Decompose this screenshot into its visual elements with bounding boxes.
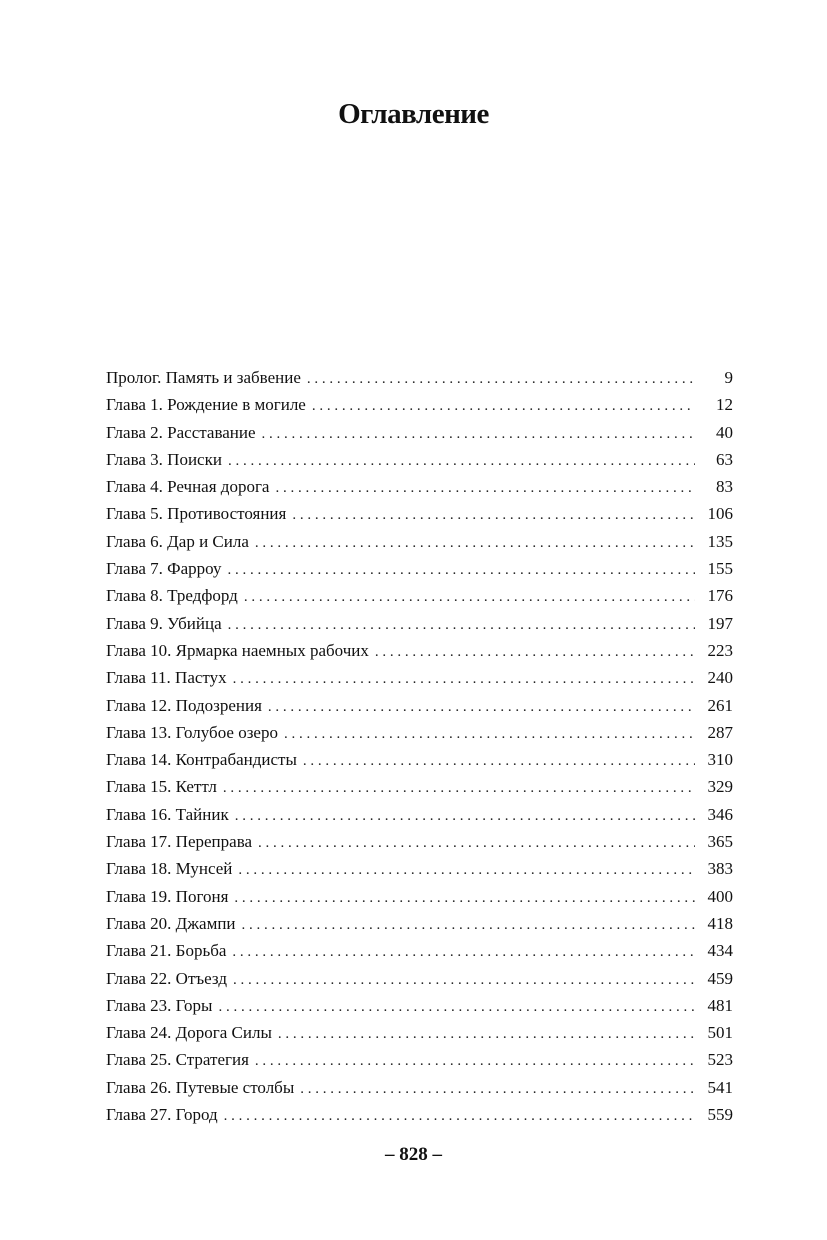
dot-leader [292, 502, 695, 529]
dot-leader [238, 857, 695, 884]
toc-entry-page: 346 [707, 804, 733, 824]
table-of-contents [106, 364, 733, 1128]
dot-leader [258, 830, 695, 857]
toc-entry-label: Глава 27. Город [106, 1105, 218, 1125]
toc-entry-label: Глава 15. Кеттл [106, 777, 217, 797]
dot-leader [242, 912, 695, 939]
dot-leader [262, 421, 695, 448]
toc-entry-page: 12 [716, 395, 733, 415]
toc-entry-label: Глава 1. Рождение в могиле [106, 395, 306, 415]
dot-leader [255, 530, 695, 557]
toc-entry-label: Глава 11. Пастух [106, 668, 227, 688]
toc-entry-label: Глава 25. Стратегия [106, 1050, 249, 1070]
toc-entry-page: 383 [707, 859, 733, 879]
toc-entry [106, 664, 733, 691]
toc-entry-label: Глава 8. Тредфорд [106, 586, 238, 606]
toc-entry [106, 419, 733, 446]
toc-entry [106, 855, 733, 882]
toc-entry [106, 773, 733, 800]
toc-entry-page: 106 [707, 504, 733, 524]
toc-entry [106, 473, 733, 500]
dot-leader [300, 1076, 695, 1103]
toc-entry [106, 610, 733, 637]
dot-leader [228, 612, 695, 639]
dot-leader [278, 1021, 695, 1048]
toc-entry-label: Глава 18. Мунсей [106, 859, 233, 879]
toc-entry-page: 400 [707, 886, 733, 906]
toc-entry [106, 1074, 733, 1101]
toc-entry-page: 434 [707, 941, 733, 961]
toc-entry-label: Глава 5. Противостояния [106, 504, 287, 524]
toc-entry-page: 481 [707, 995, 733, 1015]
toc-entry [106, 883, 733, 910]
toc-entry-page: 197 [707, 613, 733, 633]
toc-entry [106, 582, 733, 609]
dot-leader [312, 393, 695, 420]
toc-entry-page: 223 [707, 640, 733, 660]
dot-leader [275, 475, 695, 502]
toc-entry-page: 83 [716, 477, 733, 497]
toc-entry [106, 801, 733, 828]
dot-leader [284, 721, 695, 748]
toc-entry-page: 523 [707, 1050, 733, 1070]
toc-entry-page: 9 [724, 368, 733, 387]
dot-leader [375, 639, 695, 666]
dot-leader [244, 584, 695, 611]
dot-leader [233, 967, 695, 994]
toc-entry [106, 692, 733, 719]
dot-leader [232, 939, 695, 966]
toc-entry [106, 500, 733, 527]
toc-entry-label: Глава 24. Дорога Силы [106, 1023, 272, 1043]
toc-entry-page: 541 [707, 1077, 733, 1097]
toc-entry [106, 637, 733, 664]
toc-entry-label: Глава 22. Отъезд [106, 968, 227, 988]
toc-entry [106, 1019, 733, 1046]
toc-entry-page: 310 [707, 750, 733, 770]
toc-entry-page: 63 [716, 449, 733, 469]
toc-entry-label: Глава 7. Фарроу [106, 559, 222, 579]
page-title: Оглавление [338, 98, 489, 130]
toc-entry [106, 1101, 733, 1128]
page-number: – 828 – [385, 1144, 442, 1165]
toc-entry [106, 528, 733, 555]
toc-entry-page: 418 [707, 913, 733, 933]
toc-entry-page: 329 [707, 777, 733, 797]
dot-leader [233, 666, 695, 693]
toc-entry [106, 364, 733, 391]
dot-leader [268, 694, 695, 721]
dot-leader [307, 366, 695, 393]
toc-entry-page: 501 [707, 1023, 733, 1043]
dot-leader [303, 748, 695, 775]
toc-entry [106, 937, 733, 964]
dot-leader [255, 1048, 695, 1075]
toc-entry [106, 965, 733, 992]
toc-entry-page: 261 [707, 695, 733, 715]
dot-leader [235, 803, 695, 830]
toc-entry-page: 135 [707, 531, 733, 551]
dot-leader [234, 885, 695, 912]
toc-entry [106, 910, 733, 937]
toc-entry-label: Глава 23. Горы [106, 995, 213, 1015]
toc-entry [106, 828, 733, 855]
toc-entry-label: Глава 3. Поиски [106, 449, 222, 469]
toc-entry-label: Глава 6. Дар и Сила [106, 531, 249, 551]
toc-entry-label: Глава 2. Расставание [106, 422, 256, 442]
toc-entry [106, 391, 733, 418]
toc-entry [106, 555, 733, 582]
toc-entry [106, 1046, 733, 1073]
toc-entry-page: 155 [707, 559, 733, 579]
toc-entry-page: 287 [707, 722, 733, 742]
toc-entry-label: Глава 4. Речная дорога [106, 477, 270, 497]
toc-entry-label: Глава 16. Тайник [106, 804, 229, 824]
toc-entry-label: Глава 13. Голубое озеро [106, 722, 278, 742]
toc-entry [106, 719, 733, 746]
toc-entry-label: Глава 17. Переправа [106, 832, 253, 852]
toc-entry-page: 559 [707, 1105, 733, 1125]
toc-entry [106, 746, 733, 773]
dot-leader [223, 775, 695, 802]
dot-leader [228, 557, 695, 584]
toc-entry-page: 365 [707, 832, 733, 852]
toc-entry-label: Глава 9. Убийца [106, 613, 222, 633]
dot-leader [228, 448, 695, 475]
toc-entry-label: Глава 19. Погоня [106, 886, 229, 906]
toc-entry-label: Глава 21. Борьба [106, 941, 227, 961]
toc-entry [106, 992, 733, 1019]
toc-entry-label: Глава 12. Подозрения [106, 695, 262, 715]
toc-entry-page: 240 [707, 668, 733, 688]
toc-entry-page: 176 [707, 586, 733, 606]
toc-entry-label: Глава 10. Ярмарка наемных рабочих [106, 640, 369, 660]
dot-leader [218, 994, 695, 1021]
dot-leader [224, 1103, 695, 1130]
toc-entry-page: 459 [707, 968, 733, 988]
toc-entry-page: 40 [716, 422, 733, 442]
toc-entry-label: Пролог. Память и забвение [106, 368, 301, 387]
toc-entry-label: Глава 20. Джампи [106, 913, 236, 933]
toc-entry [106, 446, 733, 473]
toc-entry-label: Глава 26. Путевые столбы [106, 1077, 295, 1097]
toc-entry-label: Глава 14. Контрабандисты [106, 750, 297, 770]
